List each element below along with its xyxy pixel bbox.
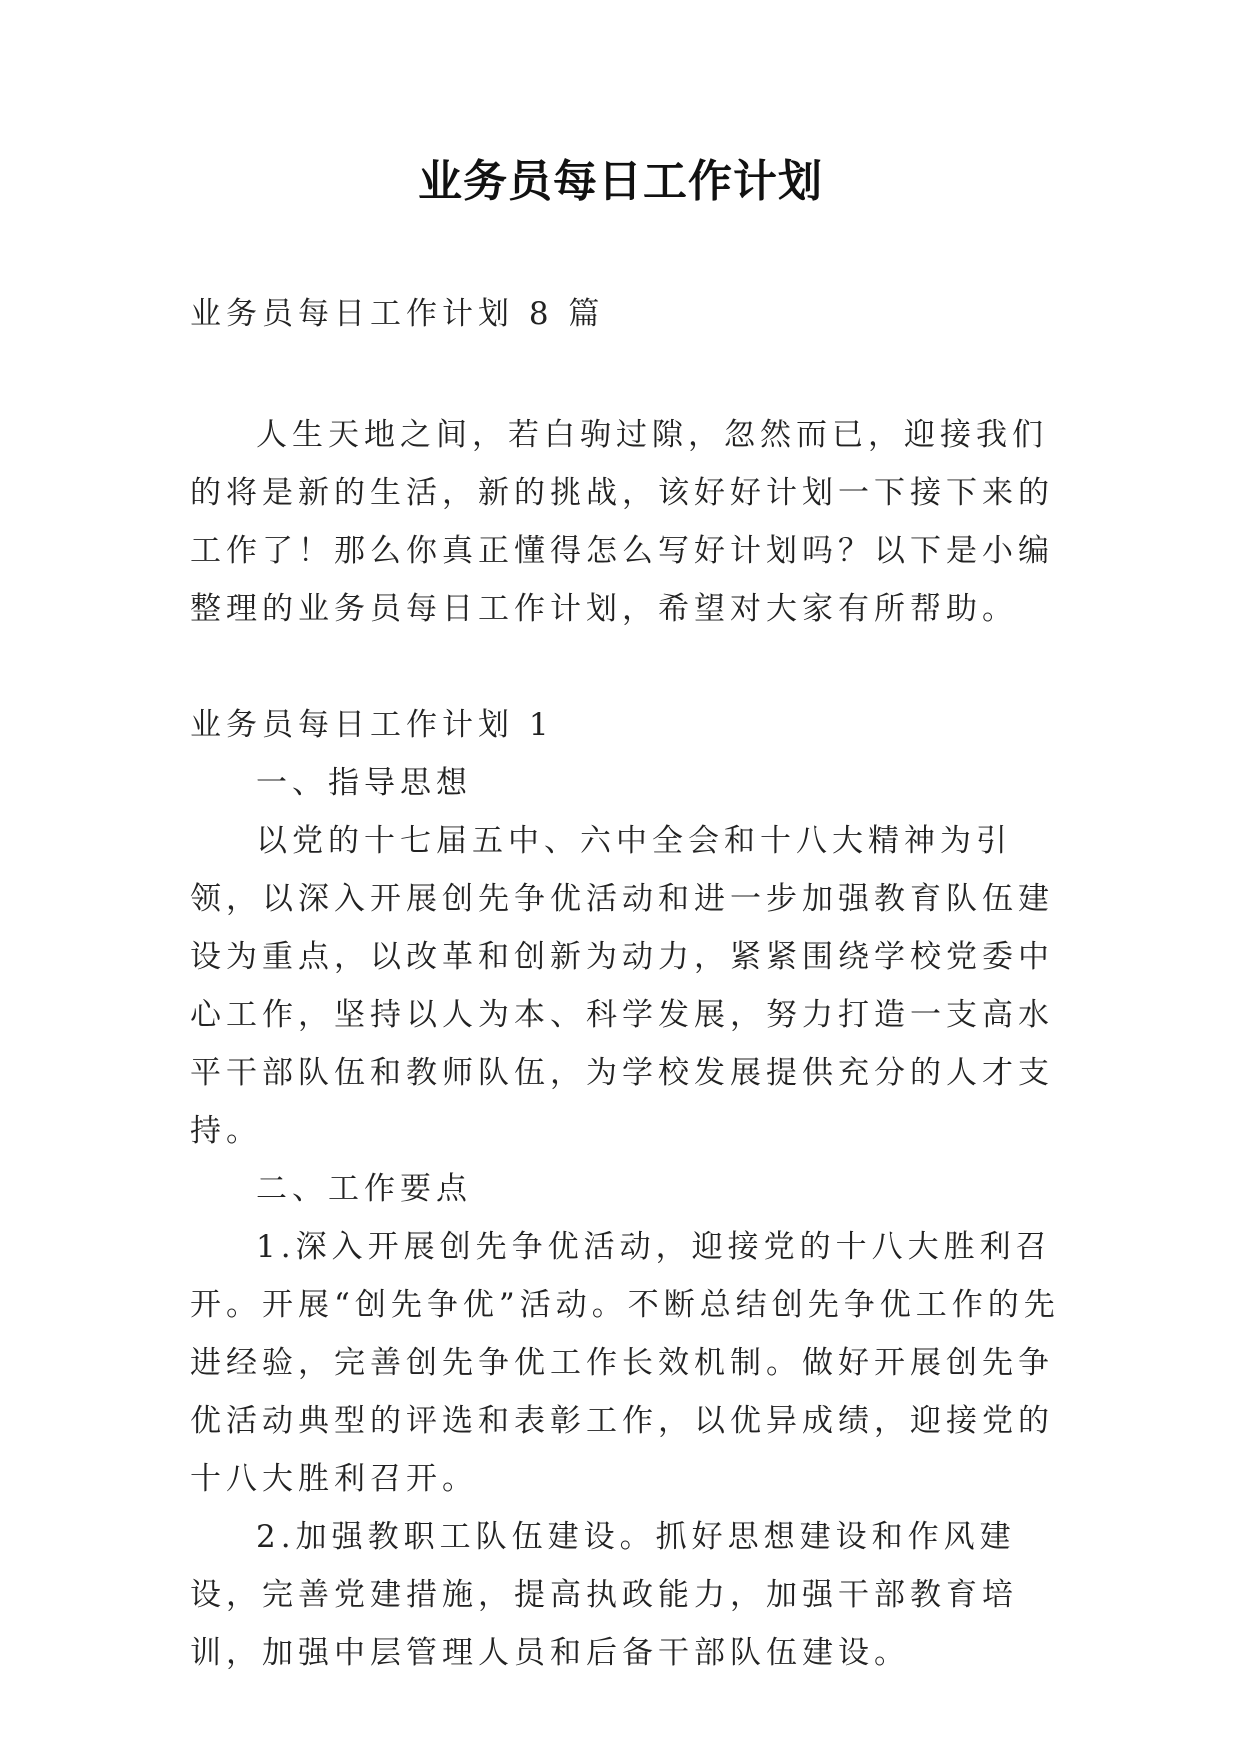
work-point-1: 1.深入开展创先争优活动，迎接党的十八大胜利召开。开展“创先争优”活动。不断总结创先争优工作的先进经验，完善创先争优工作长效机制。做好开展创先争优活动典型的评选和表彰工作，以优异成绩，迎接党的十八大胜利召开。	[190, 1229, 1060, 1497]
document-subtitle: 业务员每日工作计划 8 篇	[190, 296, 605, 332]
heading-work-points: 二、工作要点	[256, 1171, 472, 1207]
heading-guiding-ideology: 一、指导思想	[256, 765, 472, 801]
intro-paragraph: 人生天地之间，若白驹过隙，忽然而已，迎接我们的将是新的生活，新的挑战，该好好计划一下接下来的工作了！那么你真正懂得怎么写好计划吗？以下是小编整理的业务员每日工作计划，希望对大家有所帮助。	[190, 417, 1054, 627]
document-title: 业务员每日工作计划	[418, 156, 823, 207]
paragraph-guiding-ideology: 以党的十七届五中、六中全会和十八大精神为引领，以深入开展创先争优活动和进一步加强教育队伍建设为重点，以改革和创新为动力，紧紧围绕学校党委中心工作，坚持以人为本、科学发展，努力打造一支高水平干部队伍和教师队伍，为学校发展提供充分的人才支持。	[190, 823, 1054, 1149]
section-title: 业务员每日工作计划 1	[190, 707, 554, 743]
work-point-2: 2.加强教职工队伍建设。抓好思想建设和作风建设，完善党建措施，提高执政能力，加强干部教育培训，加强中层管理人员和后备干部队伍建设。	[190, 1519, 1018, 1671]
section-body	[190, 696, 1070, 1682]
